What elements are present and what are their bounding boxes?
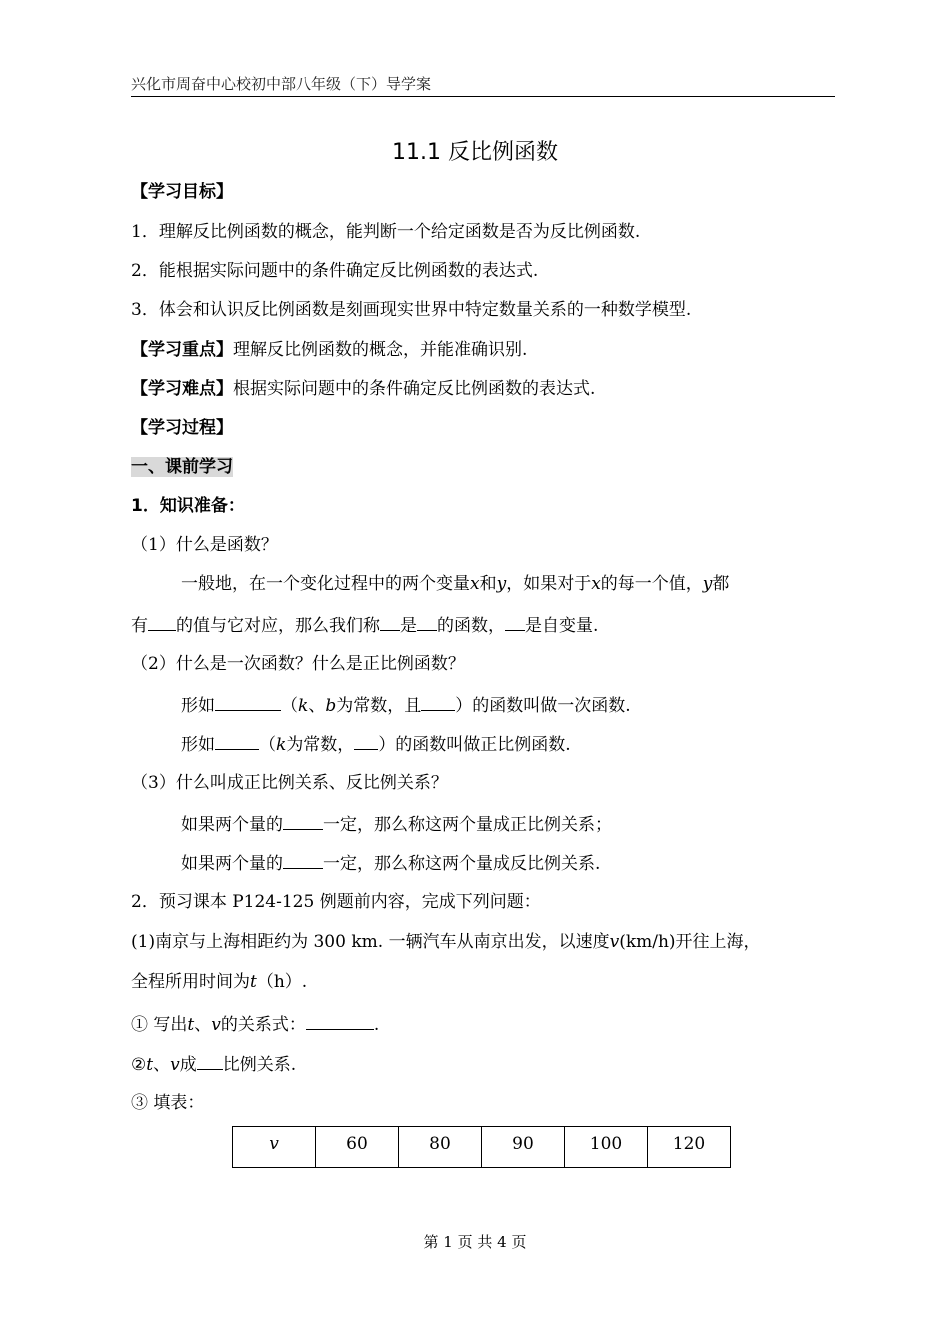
text: 形如: [181, 735, 215, 755]
speed-table: [232, 1126, 731, 1168]
text: 为常数，且: [336, 696, 422, 716]
difficulty-text: 根据实际问题中的条件确定反比例函数的表达式.: [233, 379, 596, 399]
var-k: k: [298, 696, 309, 716]
var-t: t: [250, 972, 257, 992]
text: （: [281, 696, 298, 716]
answer-blank[interactable]: [283, 850, 323, 869]
goal-item: 3．体会和认识反比例函数是刻画现实世界中特定数量关系的一种数学模型.: [131, 300, 692, 320]
text: 一般地，在一个变化过程中的两个变量: [181, 574, 470, 594]
key-point: [131, 338, 527, 362]
var-v: v: [170, 1055, 180, 1075]
section-heading: [131, 455, 233, 479]
section-title: 一、课前学习: [131, 457, 233, 477]
text: 、: [194, 1015, 212, 1035]
text: 一定，那么称这两个量成反比例关系.: [323, 854, 601, 874]
answer-blank[interactable]: [417, 612, 437, 631]
question-3: （3）什么叫成正比例关系、反比例关系？: [131, 773, 448, 793]
text: (1)南京与上海相距约为 300 km. 一辆汽车从南京出发，以速度: [131, 932, 610, 952]
table-row: [233, 1127, 731, 1168]
page-header: 兴化市周奋中心校初中部八年级（下）导学案: [131, 74, 835, 97]
text: 形如: [181, 696, 215, 716]
text: 的值与它对应，那么我们称: [176, 616, 380, 636]
text: 是自变量.: [525, 616, 599, 636]
function-definition-line1: [181, 572, 729, 596]
problem-1-line2: [131, 970, 307, 994]
text: ②: [131, 1055, 147, 1075]
text: 比例关系.: [222, 1055, 297, 1075]
text: 如果两个量的: [181, 854, 283, 874]
table-cell: 60: [316, 1127, 399, 1168]
text: （: [259, 735, 276, 755]
text: ，如果对于: [506, 574, 592, 594]
function-definition-line2: [131, 612, 598, 638]
answer-blank[interactable]: [148, 612, 176, 631]
preview-task: 2．预习课本 P124-125 例题前内容，完成下列问题：: [131, 892, 541, 912]
answer-blank[interactable]: [283, 811, 323, 830]
var-x: x: [470, 574, 480, 594]
problem-1-line1: [131, 930, 761, 954]
table-cell: 80: [399, 1127, 482, 1168]
answer-blank[interactable]: [505, 612, 525, 631]
text: ① 写出: [131, 1015, 188, 1035]
step-1: [131, 1011, 379, 1037]
text: （h）.: [256, 972, 308, 992]
proportional-function-line: [181, 731, 571, 757]
text: 都: [712, 574, 730, 594]
text: 成: [179, 1055, 197, 1075]
table-cell: 90: [482, 1127, 565, 1168]
text: 、: [308, 696, 326, 716]
var-y: y: [496, 574, 507, 594]
answer-blank[interactable]: [354, 731, 378, 750]
text: ）的函数叫做正比例函数.: [378, 735, 571, 755]
var-t: t: [187, 1015, 195, 1035]
text: 为常数，: [286, 735, 355, 755]
var-k: k: [276, 735, 287, 755]
table-cell: 120: [648, 1127, 731, 1168]
table-cell: 100: [565, 1127, 648, 1168]
goal-item: 2．能根据实际问题中的条件确定反比例函数的表达式.: [131, 261, 539, 281]
goals-heading: 【学习目标】: [131, 182, 233, 202]
var-v: v: [211, 1015, 221, 1035]
goal-item: 1．理解反比例函数的概念，能判断一个给定函数是否为反比例函数.: [131, 222, 641, 242]
text: 的函数，: [437, 616, 505, 636]
text: 全程所用时间为: [131, 972, 250, 992]
var-b: b: [325, 696, 337, 716]
text: 的每一个值，: [600, 574, 703, 594]
var-v: v: [609, 932, 620, 952]
answer-blank[interactable]: [215, 731, 259, 750]
text: .: [373, 1015, 380, 1035]
var-x: x: [591, 574, 601, 594]
step-3: ③ 填表：: [131, 1093, 205, 1113]
difficulty-point: [131, 377, 595, 401]
difficulty-label: 【学习难点】: [131, 379, 233, 399]
text: 是: [400, 616, 417, 636]
answer-blank[interactable]: [380, 612, 400, 631]
direct-proportion-line: [181, 811, 612, 837]
step-2: [131, 1051, 296, 1077]
text: 的关系式：: [220, 1015, 306, 1035]
key-label: 【学习重点】: [131, 340, 233, 360]
var-y: y: [702, 574, 713, 594]
question-1: （1）什么是函数？: [131, 535, 278, 555]
prep-heading: 1．知识准备：: [131, 496, 245, 516]
page-title: 11.1 反比例函数: [392, 140, 558, 165]
text: 和: [479, 574, 497, 594]
question-2: （2）什么是一次函数？什么是正比例函数？: [131, 654, 465, 674]
table-header-cell: [233, 1127, 316, 1168]
answer-blank[interactable]: [215, 692, 281, 711]
inverse-proportion-line: [181, 850, 600, 876]
key-text: 理解反比例函数的概念，并能准确识别.: [233, 340, 528, 360]
var-t: t: [146, 1055, 154, 1075]
process-heading: 【学习过程】: [131, 418, 233, 438]
text: 、: [153, 1055, 171, 1075]
answer-blank[interactable]: [197, 1051, 223, 1070]
answer-blank[interactable]: [306, 1011, 374, 1030]
linear-function-line: [181, 692, 631, 718]
page-footer: 第 1 页 共 4 页: [423, 1233, 527, 1251]
answer-blank[interactable]: [421, 692, 455, 711]
text: (km/h)开往上海，: [619, 932, 761, 952]
text: ）的函数叫做一次函数.: [455, 696, 631, 716]
text: 如果两个量的: [181, 815, 283, 835]
text: 一定，那么称这两个量成正比例关系；: [323, 815, 612, 835]
var-v: v: [269, 1134, 279, 1154]
text: 有: [131, 616, 148, 636]
